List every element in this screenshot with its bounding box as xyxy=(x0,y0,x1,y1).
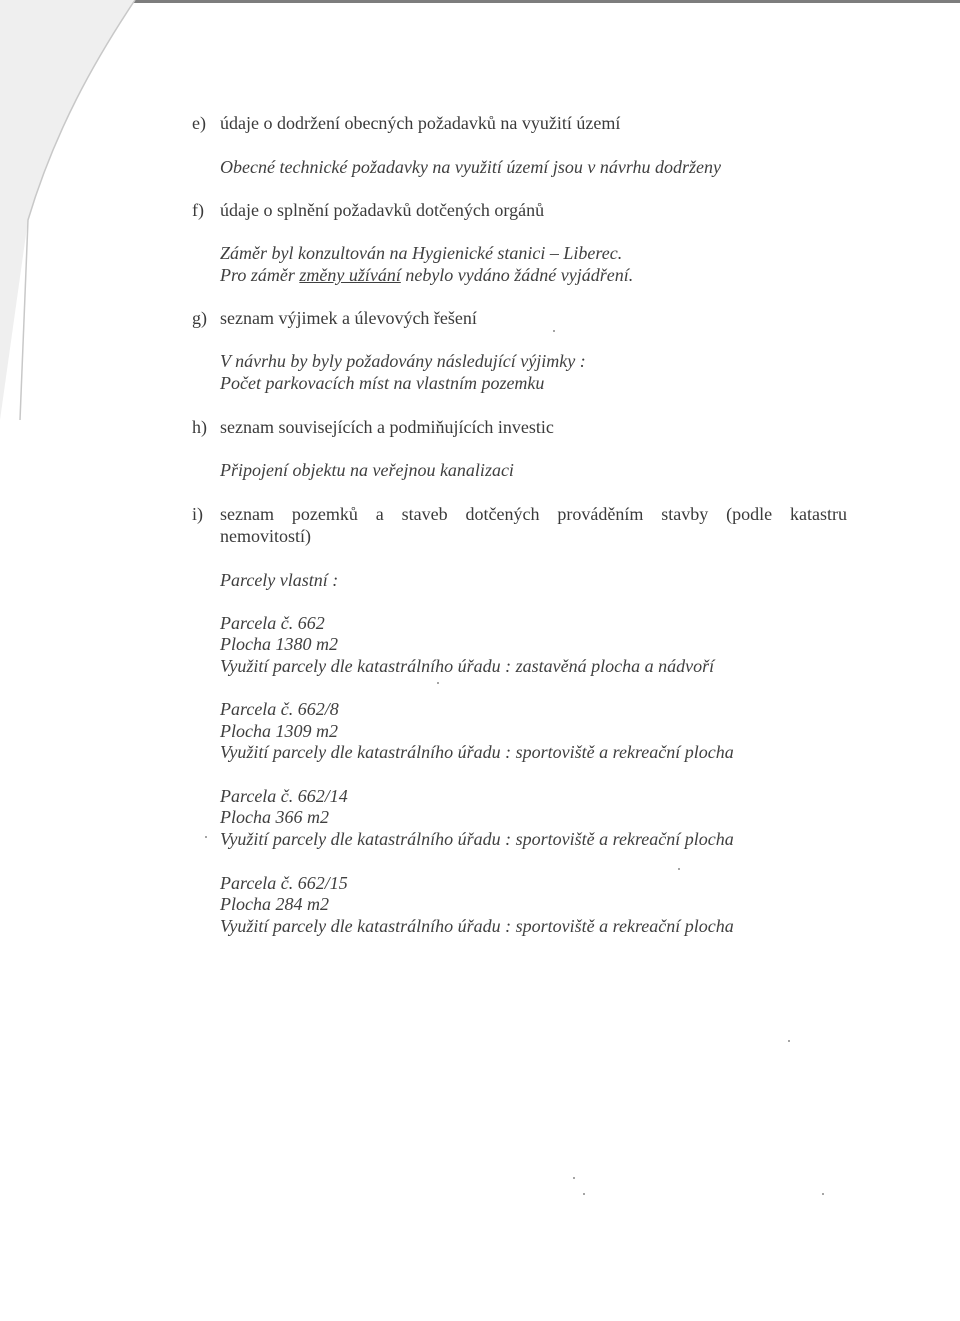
section-i-word: katastru xyxy=(790,504,847,524)
scan-speck xyxy=(788,1040,790,1042)
section-g-text-1: V návrhu by byly požadovány následující výjimky : xyxy=(220,351,586,371)
section-i-word: (podle xyxy=(726,504,773,524)
parcel-area: Plocha 1309 m2 xyxy=(220,721,338,741)
section-e-title: údaje o dodržení obecných požadavků na využití území xyxy=(220,113,621,133)
scan-speck xyxy=(678,868,680,870)
section-i-word: prováděním xyxy=(557,504,644,524)
parcel-number: Parcela č. 662 xyxy=(220,613,325,633)
parcel-number: Parcela č. 662/8 xyxy=(220,699,339,719)
section-f-text-1: Záměr byl konzultován na Hygienické stanici – Liberec. xyxy=(220,243,623,263)
section-e-letter: e) xyxy=(192,113,206,133)
section-i-word: staveb xyxy=(401,504,448,524)
scan-speck xyxy=(573,1177,575,1179)
section-f-underlined: změny užívání xyxy=(299,265,401,285)
scan-speck xyxy=(822,1193,824,1195)
section-h-heading xyxy=(192,416,554,438)
section-i-word: stavby xyxy=(661,504,709,524)
section-f-text-2a: Pro záměr xyxy=(220,265,300,285)
scan-speck xyxy=(205,836,207,838)
section-i-letter: i) xyxy=(192,504,203,524)
scan-speck xyxy=(437,682,439,684)
section-i-letter-wrap xyxy=(192,503,220,525)
section-f-text-2b: nebylo vydáno žádné vyjádření. xyxy=(400,265,634,285)
section-f-title: údaje o splnění požadavků dotčených orgánů xyxy=(220,200,545,220)
scan-speck xyxy=(553,330,555,332)
parcel-use: Využití parcely dle katastrálního úřadu : sportoviště a rekreační plocha xyxy=(220,829,734,849)
section-g-text-2: Počet parkovacích míst na vlastním pozemku xyxy=(220,373,545,393)
section-i-heading-cont: nemovitostí) xyxy=(220,526,311,546)
parcel-use: Využití parcely dle katastrálního úřadu : zastavěná plocha a nádvoří xyxy=(220,656,715,676)
parcel-area: Plocha 284 m2 xyxy=(220,894,329,914)
section-e-heading xyxy=(192,112,620,134)
parcel-use: Využití parcely dle katastrálního úřadu : sportoviště a rekreační plocha xyxy=(220,742,734,762)
section-g-letter: g) xyxy=(192,308,207,328)
section-h-letter: h) xyxy=(192,417,207,437)
section-f-text-2 xyxy=(220,264,633,286)
section-i-word: seznam xyxy=(220,504,274,524)
section-h-title: seznam souvisejících a podmiňujících investic xyxy=(220,417,554,437)
section-f-letter: f) xyxy=(192,200,204,220)
parcel-number: Parcela č. 662/14 xyxy=(220,786,348,806)
section-i-heading xyxy=(220,503,847,525)
section-e-text: Obecné technické požadavky na využití území jsou v návrhu dodrženy xyxy=(220,157,722,177)
section-i-word: pozemků xyxy=(291,504,358,524)
parcel-area: Plocha 366 m2 xyxy=(220,807,329,827)
scan-speck xyxy=(583,1193,585,1195)
parcel-number: Parcela č. 662/15 xyxy=(220,873,348,893)
section-i-word: dotčených xyxy=(465,504,540,524)
section-i-subheading: Parcely vlastní : xyxy=(220,570,339,590)
section-i-word: a xyxy=(375,504,384,524)
section-g-title: seznam výjimek a úlevových řešení xyxy=(220,308,477,328)
section-h-text: Připojení objektu na veřejnou kanalizaci xyxy=(220,460,514,480)
parcel-area: Plocha 1380 m2 xyxy=(220,634,338,654)
section-f-heading xyxy=(192,199,544,221)
section-g-heading xyxy=(192,307,477,329)
parcel-use: Využití parcely dle katastrálního úřadu : sportoviště a rekreační plocha xyxy=(220,916,734,936)
